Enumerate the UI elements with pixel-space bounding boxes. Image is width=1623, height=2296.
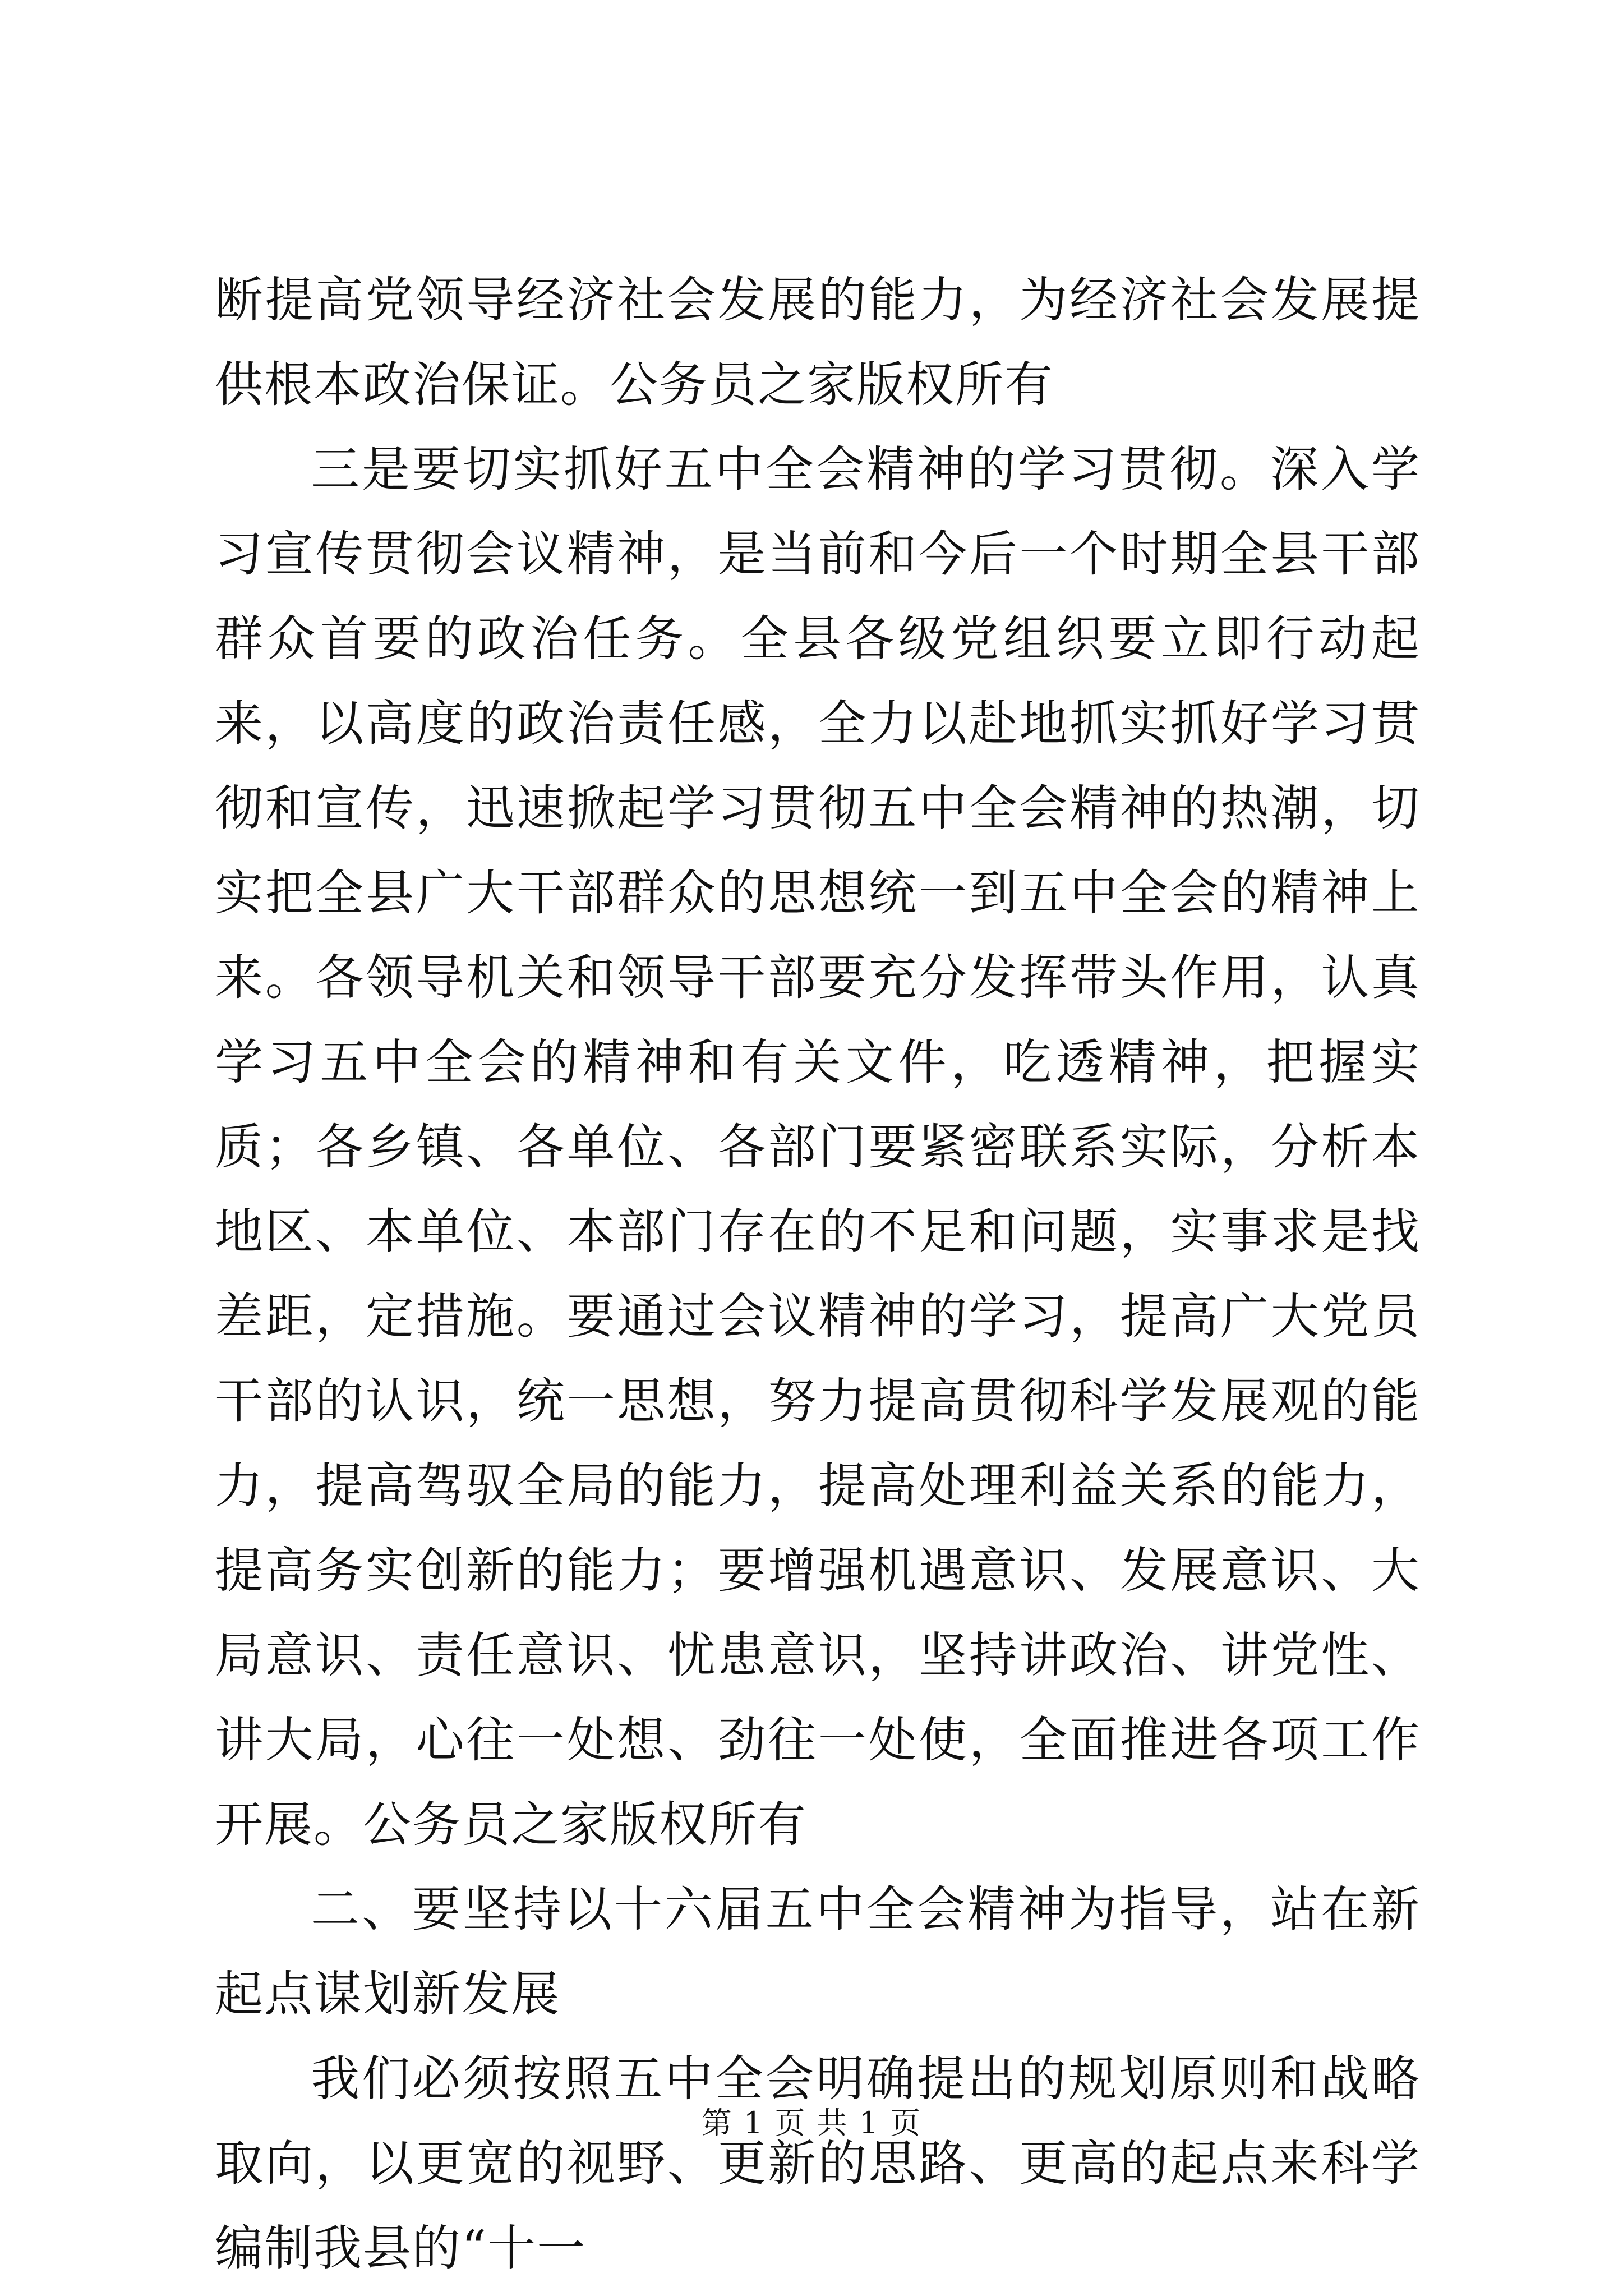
paragraph-study-implementation: 三是要切实抓好五中全会精神的学习贯彻。深入学习宣传贯彻会议精神，是当前和今后一个时期全县干部群众首要的政治任务。全县各级党组织要立即行动起来，以高度的政治责任感，全力以赴地抓实抓好学习贯彻和宣传，迅速掀起学习贯彻五中全会精神的热潮，切实把全县广大干部群众的思想统一到五中全会的精神上来。各领导机关和领导干部要充分发挥带头作用，认真学习五中全会的精神和有关文件，吃透精神，把握实质；各乡镇、各单位、各部门要紧密联系实际，分析本地区、本单位、本部门存在的不足和问题，实事求是找差距，定措施。要通过会议精神的学习，提高广大党员干部的认识，统一思想，努力提高贯彻科学发展观的能力，提高驾驭全局的能力，提高处理利益关系的能力，提高务实创新的能力；要增强机遇意识、发展意识、大局意识、责任意识、忧患意识，坚持讲政治、讲党性、讲大局，心往一处想、劲往一处使，全面推进各项工作开展。公务员之家版权所有	[215, 441, 1421, 1853]
page-number-footer: 第 1 页 共 1 页	[701, 2105, 922, 2141]
document-body	[215, 258, 1421, 2291]
paragraph-continuation: 断提高党领导经济社会发展的能力，为经济社会发展提供根本政治保证。公务员之家版权所有	[215, 272, 1421, 413]
section-heading-two: 二、要坚持以十六届五中全会精神为指导，站在新起点谋划新发展	[215, 1881, 1421, 2022]
paragraph-planning: 我们必须按照五中全会明确提出的规划原则和战略取向，以更宽的视野、更新的思路、更高的起点来科学编制我县的“十一	[215, 2051, 1421, 2276]
